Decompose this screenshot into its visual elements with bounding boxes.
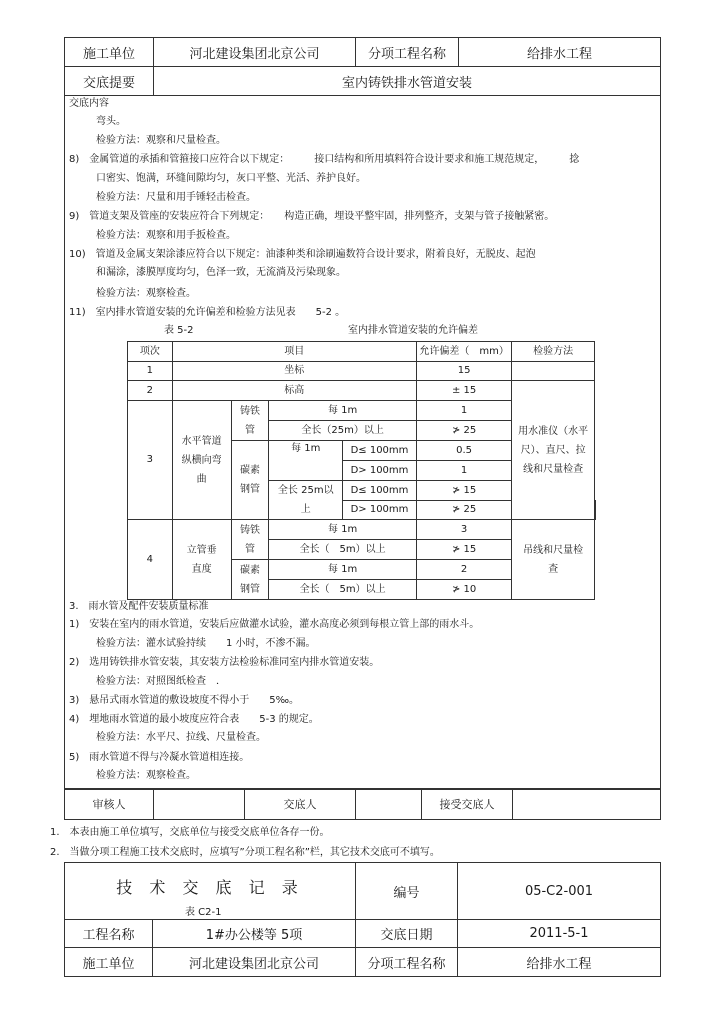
unit-value: 河北建设集团北京公司 bbox=[153, 948, 356, 977]
summary-label: 交底提要 bbox=[65, 67, 154, 96]
note-line: 2. 当做分项工程施工技术交底时，应填写”分项工程名称”栏，其它技术交底可不填写。 bbox=[50, 847, 440, 858]
table-caption-right: 室内排水管道安装的允许偏差 bbox=[348, 325, 478, 336]
sub-item: 全长（ 5m）以上 bbox=[269, 580, 416, 600]
form2-table bbox=[64, 862, 661, 977]
content-line: 检验方法：观察检查。 bbox=[96, 770, 196, 781]
row-tolerance: 15 bbox=[416, 362, 511, 381]
unit-label: 施工单位 bbox=[65, 38, 154, 67]
row-group: 立管垂直度 bbox=[172, 520, 231, 600]
row-tolerance: ≯ 25 bbox=[416, 501, 511, 520]
row-tolerance: ± 15 bbox=[416, 381, 511, 401]
header-table bbox=[64, 37, 661, 96]
col-tolerance: 允许偏差（ mm） bbox=[416, 342, 511, 362]
content-line: 5) 雨水管道不得与冷凝水管道相连接。 bbox=[69, 752, 250, 763]
pipe-type: 碳素钢管 bbox=[231, 441, 269, 520]
row-method: 用水准仪（水平尺）、直尺、拉线和尺量检查 bbox=[512, 381, 595, 520]
row-no: 1 bbox=[128, 362, 173, 381]
pipe-type: 铸铁管 bbox=[231, 520, 269, 560]
row-method-blank bbox=[512, 362, 595, 381]
content-line: 3) 悬吊式雨水管道的敷设坡度不得小于 5‰。 bbox=[69, 695, 300, 706]
discloser-label: 交底人 bbox=[245, 789, 356, 820]
signoff-table bbox=[64, 788, 661, 820]
unit-value: 河北建设集团北京公司 bbox=[154, 38, 356, 67]
number-label: 编号 bbox=[356, 863, 458, 920]
diameter: D> 100mm bbox=[343, 461, 417, 481]
content-line: 2) 选用铸铁排水管安装，其安装方法检验标准同室内排水管道安装。 bbox=[69, 657, 380, 668]
content-line: 和漏涂，漆膜厚度均匀，色泽一致，无流淌及污染现象。 bbox=[96, 267, 346, 278]
sub-item: 全长（ 5m）以上 bbox=[269, 540, 416, 560]
content-line: 弯头。 bbox=[96, 116, 126, 127]
subitem-value: 给排水工程 bbox=[459, 38, 661, 67]
sub-item: 全长 25m以上 bbox=[269, 481, 343, 520]
note-line: 1. 本表由施工单位填写，交底单位与接受交底单位各存一份。 bbox=[50, 827, 330, 838]
row-tolerance: ≯ 15 bbox=[416, 481, 511, 501]
form2-form-no: 表 C2-1 bbox=[185, 907, 222, 918]
content-line: 检验方法：观察检查。 bbox=[96, 288, 196, 299]
row-tolerance: 3 bbox=[416, 520, 511, 540]
form2-title-cell bbox=[65, 863, 356, 920]
sub-item: 每 1m bbox=[269, 401, 416, 421]
content-line: 检验方法：观察和用手扳检查。 bbox=[96, 230, 236, 241]
col-method: 检验方法 bbox=[512, 342, 595, 362]
content-line: 检验方法：对照图纸检查 ． bbox=[96, 676, 226, 687]
diameter: D≤ 100mm bbox=[343, 481, 417, 501]
diameter: D> 100mm bbox=[343, 501, 417, 520]
content-line: 4) 埋地雨水管道的最小坡度应符合表 5-3 的规定。 bbox=[69, 714, 319, 725]
row-tolerance: ≯ 15 bbox=[416, 540, 511, 560]
pipe-type: 铸铁管 bbox=[231, 401, 269, 441]
content-line: 检验方法：灌水试验持续 1 小时，不渗不漏。 bbox=[96, 638, 316, 649]
row-item: 坐标 bbox=[172, 362, 416, 381]
row-tolerance: ≯ 10 bbox=[416, 580, 511, 600]
content-line: 8) 金属管道的承插和管箍接口应符合以下规定： 接口结构和所用填料符合设计要求和施工规范规定， 捻 bbox=[69, 154, 580, 165]
content-line: 1) 安装在室内的雨水管道，安装后应做灌水试验，灌水高度必须到每根立管上部的雨水斗。 bbox=[69, 619, 480, 630]
content-line: 3. 雨水管及配件安装质量标准 bbox=[69, 601, 209, 612]
row-group: 水平管道纵横向弯曲 bbox=[172, 401, 231, 520]
sub-item: 每 1m bbox=[269, 520, 416, 540]
receiver-value bbox=[513, 789, 661, 820]
row-item: 标高 bbox=[172, 381, 416, 401]
sub-item: 每 1m bbox=[269, 441, 343, 481]
col-no: 项次 bbox=[128, 342, 173, 362]
form2-title: 技 术 交 底 记 录 bbox=[116, 877, 304, 897]
sub-item: 全长（25m）以上 bbox=[269, 421, 416, 441]
row-tolerance: 2 bbox=[416, 560, 511, 580]
summary-value: 室内铸铁排水管道安装 bbox=[154, 67, 661, 96]
subitem-label: 分项工程名称 bbox=[356, 38, 459, 67]
tolerance-table bbox=[127, 341, 596, 600]
receiver-label: 接受交底人 bbox=[422, 789, 513, 820]
discloser-value bbox=[356, 789, 422, 820]
content-line: 检验方法：观察和尺量检查。 bbox=[96, 135, 226, 146]
content-line: 10) 管道及金属支架涂漆应符合以下规定：油漆种类和涂刷遍数符合设计要求，附着良好，无脱皮、起泡 bbox=[69, 249, 536, 260]
row-tolerance: 1 bbox=[416, 401, 511, 421]
content-line: 9) 管道支架及管座的安装应符合下列规定： 构造正确，埋设平整牢固，排列整齐，支架与管子接触紧密。 bbox=[69, 211, 555, 222]
row-no: 2 bbox=[128, 381, 173, 401]
diameter: D≤ 100mm bbox=[343, 441, 417, 461]
row-tolerance: 1 bbox=[416, 461, 511, 481]
col-item: 项目 bbox=[172, 342, 416, 362]
subitem-value: 给排水工程 bbox=[458, 948, 661, 977]
content-line: 口密实、饱满，环缝间隙均匀，灰口平整、光活、养护良好。 bbox=[96, 173, 366, 184]
subitem-label: 分项工程名称 bbox=[356, 948, 458, 977]
row-no: 3 bbox=[128, 401, 173, 520]
date-value: 2011-5-1 bbox=[458, 920, 661, 948]
content-line: 检验方法：尺量和用手锤轻击检查。 bbox=[96, 192, 256, 203]
row-method-blank bbox=[595, 501, 596, 520]
number-value: 05-C2-001 bbox=[458, 863, 661, 920]
row-tolerance: 0.5 bbox=[416, 441, 511, 461]
sub-item: 每 1m bbox=[269, 560, 416, 580]
content-line: 11) 室内排水管道安装的允许偏差和检验方法见表 5-2 。 bbox=[69, 307, 346, 318]
date-label: 交底日期 bbox=[356, 920, 458, 948]
reviewer-value bbox=[154, 789, 245, 820]
content-line: 检验方法：水平尺、拉线、尺量检查。 bbox=[96, 732, 266, 743]
row-no: 4 bbox=[128, 520, 173, 600]
unit-label: 施工单位 bbox=[65, 948, 153, 977]
row-tolerance: ≯ 25 bbox=[416, 421, 511, 441]
section-label: 交底内容 bbox=[69, 98, 109, 109]
project-value: 1#办公楼等 5项 bbox=[153, 920, 356, 948]
pipe-type: 碳素钢管 bbox=[231, 560, 269, 600]
project-label: 工程名称 bbox=[65, 920, 153, 948]
table-caption-left: 表 5-2 bbox=[164, 325, 194, 336]
reviewer-label: 审核人 bbox=[65, 789, 154, 820]
row-method: 吊线和尺量检查 bbox=[512, 520, 595, 600]
